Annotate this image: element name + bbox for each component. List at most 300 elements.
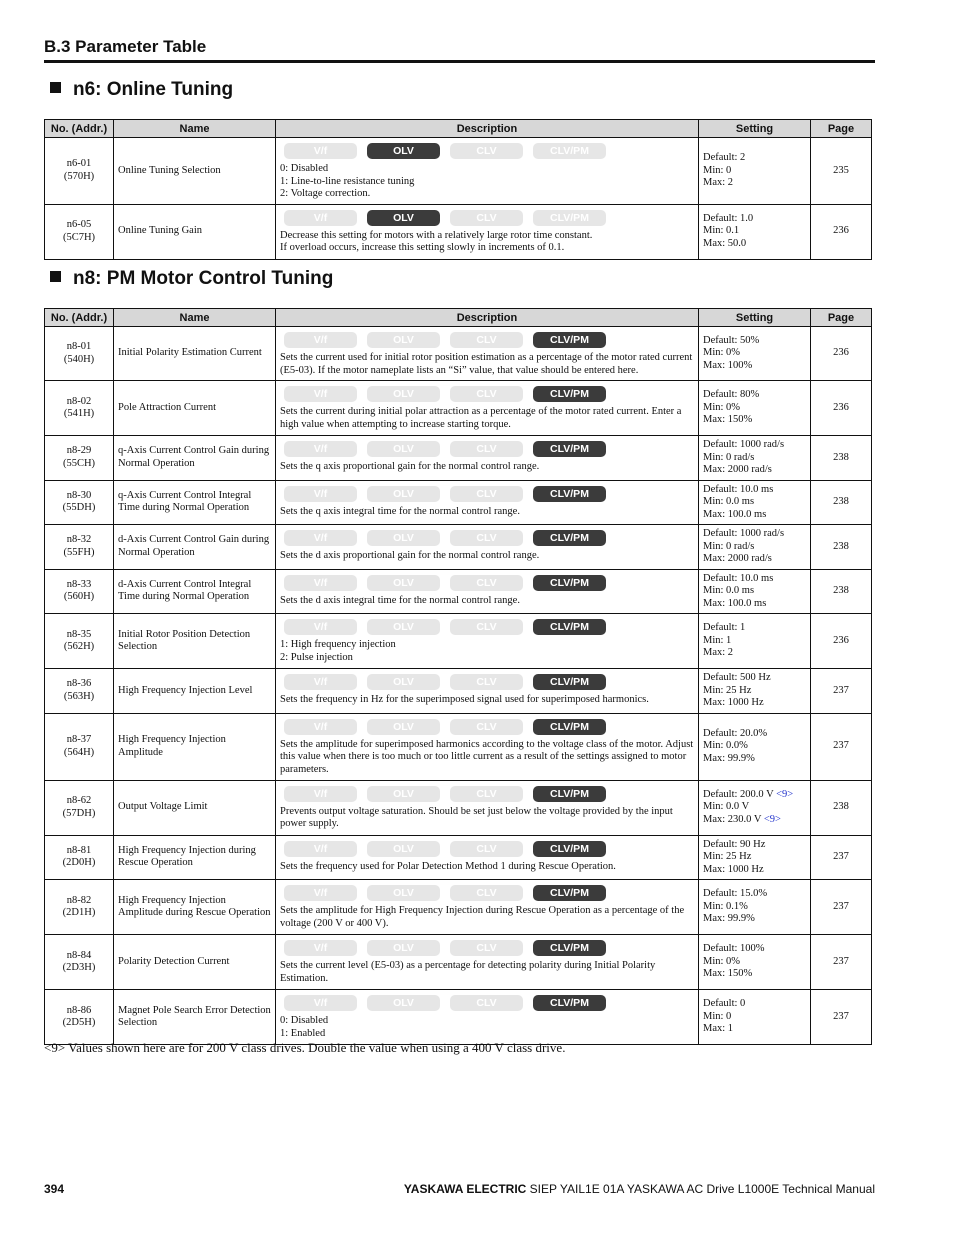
- param-setting: [699, 381, 811, 436]
- param-name: q-Axis Current Control Gain during Normal Operation: [114, 436, 276, 481]
- mode-badge-clvpm: CLV/PM: [533, 940, 606, 956]
- param-addr: (2D5H): [62, 1017, 96, 1028]
- setting-line: [703, 484, 806, 497]
- param-number: [45, 835, 114, 880]
- setting-value: Default: 1000 rad/s: [703, 439, 785, 450]
- param-no: n8-30: [66, 489, 92, 501]
- mode-badge-vf: V/f: [284, 332, 357, 348]
- setting-line: [703, 496, 806, 509]
- param-page: 237: [811, 835, 872, 880]
- mode-badge-olv: OLV: [367, 575, 440, 591]
- mode-badge-olv: OLV: [367, 332, 440, 348]
- param-addr: (55CH): [62, 457, 96, 469]
- control-mode-badges: [284, 575, 694, 591]
- param-description: [276, 880, 699, 935]
- mode-badge-clvpm: CLV/PM: [533, 486, 606, 502]
- mode-badge-vf: V/f: [284, 995, 357, 1011]
- setting-value: Max: 2: [703, 177, 734, 188]
- param-no: n8-37: [66, 734, 92, 745]
- setting-line: [703, 464, 806, 477]
- mode-badge-olv: OLV: [367, 441, 440, 457]
- description-line: Sets the d axis integral time for the normal control range.: [280, 594, 520, 606]
- setting-line: [703, 573, 806, 586]
- table-row: [45, 713, 872, 780]
- control-mode-badges: [284, 786, 694, 802]
- param-setting: [699, 713, 811, 780]
- group-heading-n6: [50, 79, 233, 101]
- parameter-table-n8: [44, 308, 872, 1045]
- setting-value: Min: 0: [703, 1010, 732, 1022]
- setting-value: Min: 0: [703, 164, 732, 176]
- param-number: [45, 990, 114, 1045]
- control-mode-badges: [284, 995, 694, 1011]
- setting-line: [703, 213, 806, 226]
- mode-badge-clv: CLV: [450, 940, 523, 956]
- header-page: Page: [811, 120, 872, 138]
- param-number: [45, 713, 114, 780]
- param-page: 236: [811, 327, 872, 381]
- setting-value: Default: 0: [703, 998, 746, 1010]
- setting-line: [703, 753, 806, 766]
- param-name: Initial Rotor Position Detection Selection: [114, 614, 276, 669]
- description-line: 2: Pulse injection: [280, 651, 353, 663]
- param-name: q-Axis Current Control Integral Time during Normal Operation: [114, 480, 276, 525]
- mode-badge-vf: V/f: [284, 674, 357, 690]
- setting-line: [703, 839, 806, 852]
- setting-value: Default: 2: [703, 152, 746, 163]
- setting-line: [703, 672, 806, 685]
- mode-badge-clv: CLV: [450, 386, 523, 402]
- description-line: If overload occurs, increase this setting slowly in increments of 0.1.: [280, 242, 565, 253]
- param-addr: (570H): [63, 170, 95, 182]
- param-addr: (2D1H): [62, 907, 96, 918]
- table-row: [45, 525, 872, 570]
- mode-badge-clv: CLV: [450, 841, 523, 857]
- setting-value: Min: 0.0 ms: [703, 585, 755, 596]
- mode-badge-vf: V/f: [284, 619, 357, 635]
- control-mode-badges: [284, 530, 694, 546]
- setting-value: Min: 0 rad/s: [703, 451, 755, 463]
- setting-line: [703, 585, 806, 598]
- setting-line: [703, 1023, 806, 1036]
- param-number: [45, 436, 114, 481]
- section-title: B.3 Parameter Table: [44, 37, 875, 63]
- param-number: [45, 669, 114, 714]
- table-row: [45, 327, 872, 381]
- param-addr: (563H): [63, 690, 95, 702]
- group-title: n6: Online Tuning: [73, 79, 234, 100]
- param-no: n8-81: [66, 844, 92, 856]
- setting-value: Default: 50%: [703, 334, 760, 346]
- mode-badge-clvpm: CLV/PM: [533, 674, 606, 690]
- description-line: Sets the q axis integral time for the normal control range.: [280, 505, 520, 517]
- setting-line: [703, 647, 806, 660]
- setting-value: Default: 90 Hz: [703, 838, 766, 850]
- setting-line: [703, 165, 806, 178]
- mode-badge-olv: OLV: [367, 940, 440, 956]
- setting-line: [703, 801, 806, 814]
- mode-badge-vf: V/f: [284, 719, 357, 735]
- param-number: [45, 204, 114, 259]
- setting-value: Max: 2: [703, 647, 734, 659]
- setting-line: [703, 439, 806, 452]
- setting-line: [703, 509, 806, 522]
- control-mode-badges: [284, 386, 694, 402]
- setting-line: [703, 389, 806, 402]
- control-mode-badges: [284, 885, 694, 901]
- table-row: [45, 835, 872, 880]
- description-line: Sets the frequency in Hz for the superimposed signal used for superimposed harmonics.: [280, 694, 649, 705]
- description-line: Prevents output voltage saturation. Should be set just below the voltage provided by the input power supply.: [280, 805, 673, 829]
- mode-badge-vf: V/f: [284, 786, 357, 802]
- param-no: n6-01: [66, 158, 92, 170]
- setting-line: [703, 528, 806, 541]
- param-name: Magnet Pole Search Error Detection Selection: [114, 990, 276, 1045]
- setting-value: Max: 100%: [703, 359, 753, 371]
- param-addr: (2D0H): [62, 857, 96, 869]
- setting-value: Min: 0.0 ms: [703, 496, 755, 507]
- param-setting: [699, 990, 811, 1045]
- header-row: [45, 120, 872, 138]
- footer-doc: SIEP YAIL1E 01A YASKAWA AC Drive L1000E Technical Manual: [526, 1182, 875, 1196]
- control-mode-badges: [284, 841, 694, 857]
- table-row: [45, 614, 872, 669]
- param-description: [276, 669, 699, 714]
- param-no: n8-84: [66, 949, 92, 961]
- setting-value: Min: 25 Hz: [703, 684, 752, 696]
- param-no: n8-33: [66, 578, 92, 590]
- footnote-ref-link[interactable]: <9>: [776, 788, 794, 800]
- control-mode-badges: [284, 210, 694, 226]
- param-no: n8-62: [66, 795, 92, 806]
- mode-badge-clvpm: CLV/PM: [533, 386, 606, 402]
- group-heading-n8: [50, 268, 333, 290]
- description-line: 0: Disabled: [280, 1015, 329, 1026]
- setting-value: Max: 150%: [703, 414, 753, 426]
- mode-badge-vf: V/f: [284, 441, 357, 457]
- setting-line: [703, 553, 806, 566]
- param-addr: (541H): [63, 408, 95, 419]
- param-description: [276, 381, 699, 436]
- param-addr: (55DH): [62, 502, 96, 514]
- description-line: 1: Enabled: [280, 1027, 326, 1039]
- param-description: [276, 614, 699, 669]
- mode-badge-clv: CLV: [450, 530, 523, 546]
- setting-value: Default: 1.0: [703, 212, 754, 224]
- param-name: Polarity Detection Current: [114, 935, 276, 990]
- mode-badge-vf: V/f: [284, 575, 357, 591]
- param-name: Online Tuning Gain: [114, 204, 276, 259]
- mode-badge-clvpm: CLV/PM: [533, 332, 606, 348]
- table-row: [45, 880, 872, 935]
- mode-badge-clv: CLV: [450, 486, 523, 502]
- setting-value: Max: 50.0: [703, 237, 747, 249]
- control-mode-badges: [284, 674, 694, 690]
- setting-value: Min: 0.1: [703, 225, 740, 237]
- mode-badge-olv: OLV: [367, 995, 440, 1011]
- param-description: [276, 480, 699, 525]
- mode-badge-clv: CLV: [450, 885, 523, 901]
- setting-value: Max: 2000 rad/s: [703, 553, 772, 564]
- setting-line: [703, 998, 806, 1011]
- param-number: [45, 525, 114, 570]
- setting-value: Max: 150%: [703, 968, 753, 980]
- footnote: <9> Values shown here are for 200 V class drives. Double the value when using a 400 V class drive.: [44, 1040, 566, 1055]
- setting-line: [703, 685, 806, 698]
- setting-line: [703, 541, 806, 554]
- param-page: 237: [811, 713, 872, 780]
- setting-value: Max: 100.0 ms: [703, 597, 767, 609]
- param-no: n8-35: [66, 628, 92, 640]
- param-addr: (2D3H): [62, 962, 96, 973]
- setting-value: Default: 80%: [703, 389, 760, 401]
- setting-value: Max: 2000 rad/s: [703, 464, 772, 475]
- description-line: Sets the amplitude for High Frequency Injection during Rescue Operation as a percentage of the voltage (200 V or 400 V).: [280, 905, 685, 929]
- setting-line: [703, 888, 806, 901]
- setting-value: Max: 1000 Hz: [703, 697, 764, 708]
- square-bullet-icon: [50, 82, 61, 93]
- param-description: [276, 327, 699, 381]
- setting-line: [703, 943, 806, 956]
- param-no: n8-82: [66, 894, 92, 906]
- mode-badge-olv: OLV: [367, 719, 440, 735]
- setting-line: [703, 814, 806, 827]
- table-row: [45, 138, 872, 205]
- page-number: 394: [44, 1182, 65, 1196]
- table-row: [45, 990, 872, 1045]
- description-line: Sets the current level (E5-03) as a percentage for detecting polarity during Initial Polarity Estimation.: [280, 960, 656, 984]
- param-setting: [699, 835, 811, 880]
- setting-value: Default: 20.0%: [703, 727, 768, 739]
- header-setting: Setting: [699, 120, 811, 138]
- param-addr: (562H): [63, 641, 95, 652]
- param-page: 237: [811, 669, 872, 714]
- mode-badge-olv: OLV: [367, 143, 440, 159]
- mode-badge-vf: V/f: [284, 885, 357, 901]
- param-addr: (55FH): [63, 546, 95, 558]
- setting-value: Max: 99.9%: [703, 913, 755, 925]
- mode-badge-olv: OLV: [367, 674, 440, 690]
- mode-badge-olv: OLV: [367, 210, 440, 226]
- param-description: [276, 436, 699, 481]
- setting-line: [703, 452, 806, 465]
- setting-value: Min: 0.0 V: [703, 801, 750, 813]
- setting-value: Min: 0%: [703, 955, 741, 967]
- mode-badge-olv: OLV: [367, 619, 440, 635]
- mode-badge-clvpm: CLV/PM: [533, 786, 606, 802]
- setting-line: [703, 635, 806, 648]
- header-setting: Setting: [699, 309, 811, 327]
- group-title: n8: PM Motor Control Tuning: [73, 268, 334, 289]
- param-name: High Frequency Injection Amplitude: [114, 713, 276, 780]
- param-page: 237: [811, 880, 872, 935]
- setting-value: Default: 200.0 V: [703, 788, 774, 800]
- param-setting: [699, 614, 811, 669]
- param-name: High Frequency Injection Level: [114, 669, 276, 714]
- param-number: [45, 880, 114, 935]
- header-description: Description: [276, 120, 699, 138]
- setting-value: Default: 10.0 ms: [703, 483, 774, 495]
- header-row: [45, 309, 872, 327]
- param-no: n6-05: [66, 219, 92, 230]
- param-name: High Frequency Injection during Rescue Operation: [114, 835, 276, 880]
- param-page: 237: [811, 990, 872, 1045]
- param-addr: (540H): [63, 353, 95, 365]
- mode-badge-olv: OLV: [367, 885, 440, 901]
- control-mode-badges: [284, 940, 694, 956]
- mode-badge-clvpm: CLV/PM: [533, 575, 606, 591]
- setting-value: Max: 230.0 V: [703, 813, 762, 825]
- description-line: Sets the current used for initial rotor position estimation as a percentage of the motor rated current (E5-03). If the motor nameplate lists an “Si” value, that value should be entered here.: [280, 352, 693, 376]
- setting-value: Min: 0%: [703, 347, 741, 359]
- param-description: [276, 935, 699, 990]
- param-no: n8-29: [66, 445, 92, 457]
- setting-line: [703, 414, 806, 427]
- control-mode-badges: [284, 719, 694, 735]
- param-addr: (564H): [63, 746, 95, 758]
- mode-badge-vf: V/f: [284, 210, 357, 226]
- param-description: [276, 990, 699, 1045]
- table-row: [45, 204, 872, 259]
- table-row: [45, 381, 872, 436]
- setting-value: Min: 0 rad/s: [703, 540, 755, 552]
- control-mode-badges: [284, 619, 694, 635]
- setting-value: Max: 99.9%: [703, 752, 755, 764]
- setting-value: Default: 1: [703, 622, 746, 634]
- description-line: Sets the q axis proportional gain for the normal control range.: [280, 461, 540, 472]
- param-page: 238: [811, 436, 872, 481]
- description-line: Sets the d axis proportional gain for the normal control range.: [280, 550, 540, 561]
- mode-badge-clv: CLV: [450, 674, 523, 690]
- table-row: [45, 935, 872, 990]
- setting-value: Default: 1000 rad/s: [703, 528, 785, 539]
- setting-value: Default: 15.0%: [703, 888, 768, 900]
- setting-line: [703, 1011, 806, 1024]
- footnote-ref-link[interactable]: <9>: [763, 813, 781, 825]
- param-name: Online Tuning Selection: [114, 138, 276, 205]
- mode-badge-clvpm: CLV/PM: [533, 719, 606, 735]
- param-description: [276, 835, 699, 880]
- param-number: [45, 780, 114, 835]
- square-bullet-icon: [50, 271, 61, 282]
- table-row: [45, 480, 872, 525]
- param-setting: [699, 669, 811, 714]
- mode-badge-olv: OLV: [367, 786, 440, 802]
- setting-line: [703, 968, 806, 981]
- param-setting: [699, 327, 811, 381]
- setting-value: Max: 1: [703, 1023, 734, 1035]
- param-number: [45, 569, 114, 614]
- param-no: n8-02: [66, 395, 92, 407]
- param-description: [276, 713, 699, 780]
- setting-line: [703, 335, 806, 348]
- param-addr: (560H): [63, 591, 95, 603]
- mode-badge-olv: OLV: [367, 486, 440, 502]
- setting-value: Min: 25 Hz: [703, 851, 752, 862]
- setting-line: [703, 598, 806, 611]
- setting-value: Max: 1000 Hz: [703, 863, 764, 875]
- header-name: Name: [114, 120, 276, 138]
- param-description: [276, 138, 699, 205]
- table-row: [45, 780, 872, 835]
- setting-line: [703, 740, 806, 753]
- footer-text: [404, 1182, 875, 1196]
- param-page: 238: [811, 525, 872, 570]
- param-description: [276, 204, 699, 259]
- setting-value: Min: 1: [703, 634, 732, 646]
- control-mode-badges: [284, 143, 694, 159]
- setting-value: Max: 100.0 ms: [703, 508, 767, 520]
- setting-value: Default: 100%: [703, 943, 765, 955]
- setting-line: [703, 956, 806, 969]
- mode-badge-clvpm: CLV/PM: [533, 143, 606, 159]
- mode-badge-clv: CLV: [450, 995, 523, 1011]
- setting-line: [703, 360, 806, 373]
- param-addr: (5C7H): [62, 231, 96, 243]
- setting-line: [703, 901, 806, 914]
- mode-badge-vf: V/f: [284, 940, 357, 956]
- param-page: 238: [811, 569, 872, 614]
- setting-line: [703, 851, 806, 864]
- header-description: Description: [276, 309, 699, 327]
- header-no: No. (Addr.): [45, 309, 114, 327]
- param-name: Initial Polarity Estimation Current: [114, 327, 276, 381]
- mode-badge-clv: CLV: [450, 719, 523, 735]
- setting-line: [703, 225, 806, 238]
- description-line: 0: Disabled: [280, 163, 329, 174]
- setting-line: [703, 238, 806, 251]
- setting-line: [703, 728, 806, 741]
- mode-badge-clvpm: CLV/PM: [533, 995, 606, 1011]
- param-page: 238: [811, 780, 872, 835]
- param-number: [45, 138, 114, 205]
- setting-value: Default: 10.0 ms: [703, 572, 774, 584]
- setting-value: Min: 0%: [703, 401, 741, 413]
- mode-badge-clv: CLV: [450, 619, 523, 635]
- param-setting: [699, 204, 811, 259]
- description-line: 1: High frequency injection: [280, 639, 396, 650]
- setting-value: Min: 0.1%: [703, 900, 748, 912]
- param-name: High Frequency Injection Amplitude during Rescue Operation: [114, 880, 276, 935]
- description-line: 1: Line-to-line resistance tuning: [280, 175, 415, 187]
- param-name: d-Axis Current Control Gain during Normal Operation: [114, 525, 276, 570]
- setting-line: [703, 913, 806, 926]
- mode-badge-olv: OLV: [367, 530, 440, 546]
- mode-badge-clv: CLV: [450, 332, 523, 348]
- param-no: n8-32: [66, 534, 92, 546]
- table-row: [45, 569, 872, 614]
- param-number: [45, 614, 114, 669]
- param-setting: [699, 780, 811, 835]
- param-no: n8-86: [66, 1004, 92, 1016]
- mode-badge-vf: V/f: [284, 143, 357, 159]
- param-page: 236: [811, 381, 872, 436]
- table-row: [45, 669, 872, 714]
- mode-badge-clv: CLV: [450, 143, 523, 159]
- mode-badge-clv: CLV: [450, 210, 523, 226]
- param-no: n8-01: [66, 341, 92, 352]
- param-name: d-Axis Current Control Integral Time during Normal Operation: [114, 569, 276, 614]
- param-page: 236: [811, 614, 872, 669]
- description-line: Sets the frequency used for Polar Detection Method 1 during Rescue Operation.: [280, 860, 616, 872]
- header-page: Page: [811, 309, 872, 327]
- param-page: 235: [811, 138, 872, 205]
- control-mode-badges: [284, 486, 694, 502]
- param-page: 236: [811, 204, 872, 259]
- param-name: Output Voltage Limit: [114, 780, 276, 835]
- description-line: Sets the amplitude for superimposed harmonics according to the voltage class of the motor. Adjust this value when there is too much or too little current as a result of the settings assigned to motor parameters.: [280, 738, 694, 775]
- param-description: [276, 569, 699, 614]
